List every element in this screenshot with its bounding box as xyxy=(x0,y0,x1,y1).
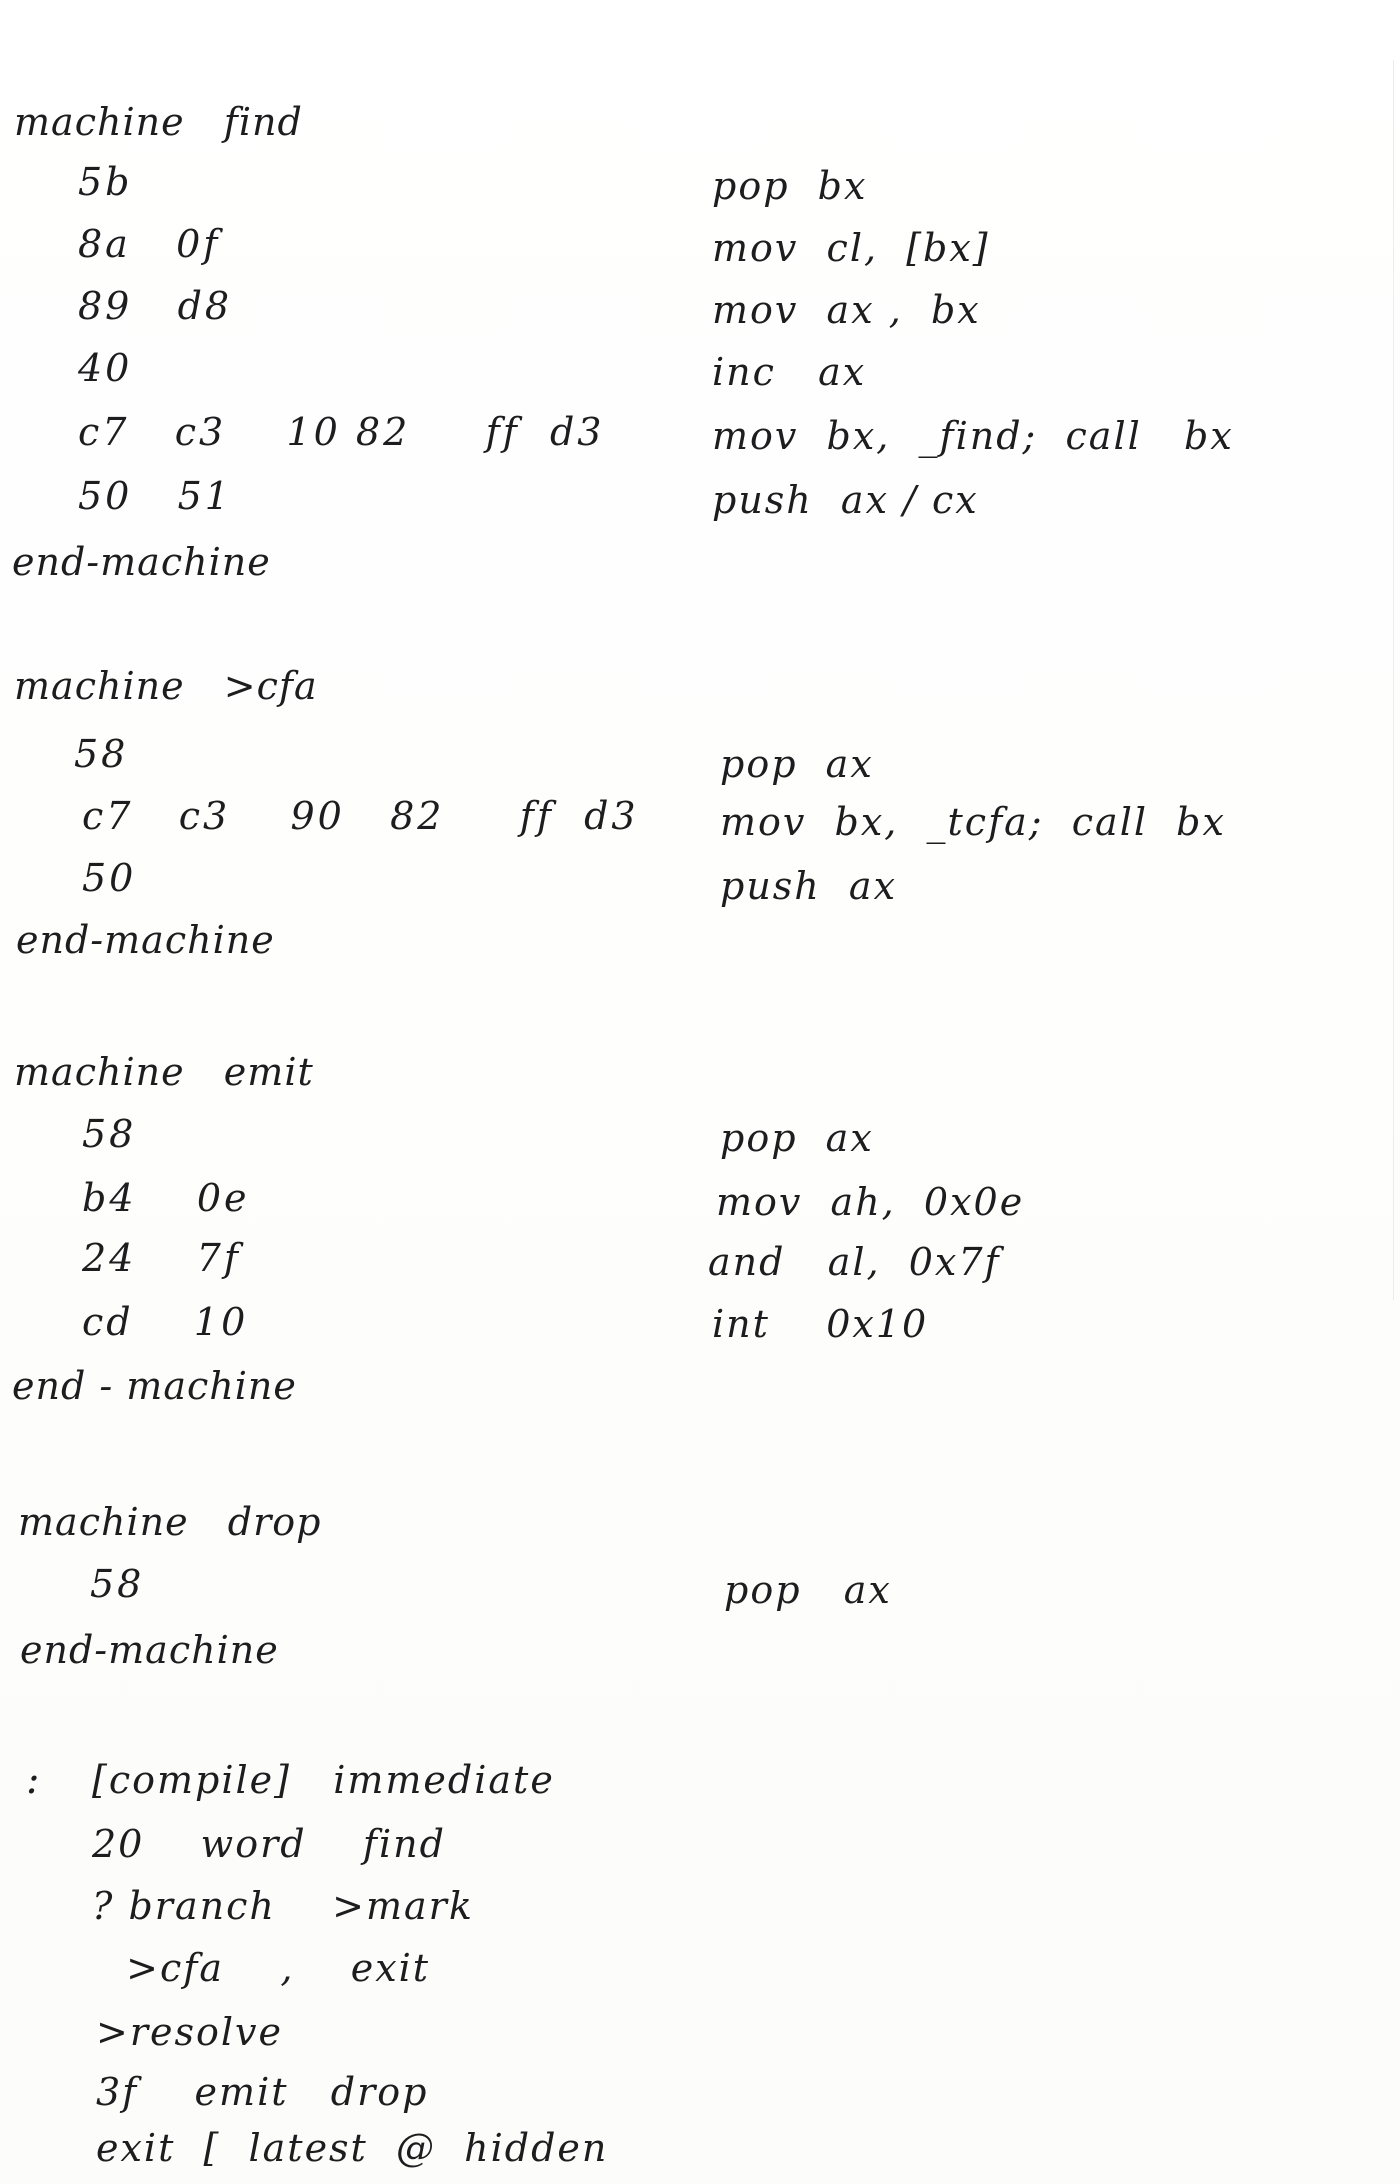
colon-marker: : xyxy=(26,1757,42,1803)
block-header: machine >cfa xyxy=(14,664,318,708)
byte-line: 58 xyxy=(82,1112,137,1156)
asm-line: push ax xyxy=(720,864,898,908)
byte-line: 8a 0f xyxy=(78,222,221,266)
byte-line: c7 c3 90 82 ff d3 xyxy=(82,794,639,838)
definition-line: >resolve xyxy=(96,2010,283,2054)
page-edge-shadow xyxy=(1393,60,1394,1300)
block-header: machine find xyxy=(14,100,303,144)
byte-line: 58 xyxy=(90,1562,145,1606)
asm-line: pop bx xyxy=(712,164,868,208)
byte-line: 50 xyxy=(82,856,137,900)
byte-line: 50 51 xyxy=(78,474,232,518)
definition-line: exit [ latest @ hidden xyxy=(96,2126,609,2170)
asm-line: mov ah, 0x0e xyxy=(716,1180,1025,1224)
block-footer: end - machine xyxy=(12,1364,297,1408)
definition-line: >cfa , exit xyxy=(98,1946,431,1990)
definition-line: 20 word find xyxy=(92,1822,446,1866)
asm-line: pop ax xyxy=(724,1568,892,1612)
definition-line: ? branch >mark xyxy=(92,1884,474,1928)
byte-line: b4 0e xyxy=(82,1176,250,1220)
asm-line: pop ax xyxy=(720,1116,874,1160)
byte-line: 24 7f xyxy=(82,1236,241,1280)
asm-line: mov bx, _tcfa; call bx xyxy=(720,800,1226,844)
byte-line: c7 c3 10 82 ff d3 xyxy=(78,410,605,454)
byte-line: 58 xyxy=(74,732,129,776)
asm-line: mov bx, _find; call bx xyxy=(712,414,1234,458)
definition-line: [compile] immediate xyxy=(92,1758,555,1802)
asm-line: mov cl, [bx] xyxy=(712,226,990,270)
block-footer: end-machine xyxy=(12,540,271,584)
asm-line: pop ax xyxy=(720,742,874,786)
block-footer: end-machine xyxy=(20,1628,279,1672)
asm-line: push ax / cx xyxy=(712,478,979,522)
asm-line: int 0x10 xyxy=(712,1302,929,1346)
block-footer: end-machine xyxy=(16,918,275,962)
byte-line: 40 xyxy=(78,346,133,390)
byte-line: 5b xyxy=(78,160,133,204)
block-header: machine drop xyxy=(18,1500,322,1544)
asm-line: and al, 0x7f xyxy=(708,1240,1001,1284)
asm-line: mov ax , bx xyxy=(712,288,981,332)
block-header: machine emit xyxy=(14,1050,314,1094)
byte-line: cd 10 xyxy=(82,1300,249,1344)
definition-line: 3f emit drop xyxy=(96,2070,429,2114)
asm-line: inc ax xyxy=(712,350,867,394)
byte-line: 89 d8 xyxy=(78,284,233,328)
